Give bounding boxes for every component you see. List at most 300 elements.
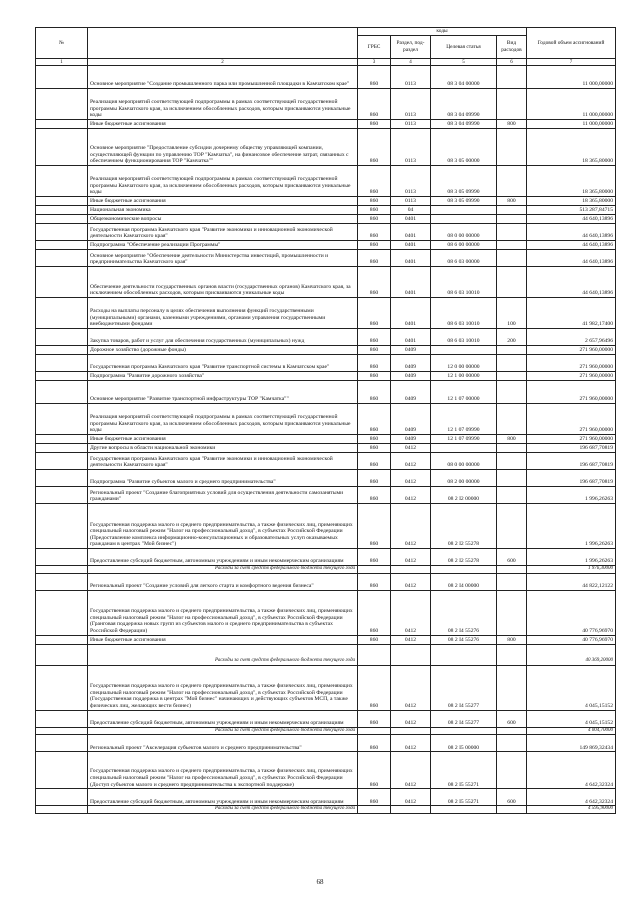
table-row xyxy=(36,66,616,89)
cell-num xyxy=(36,372,88,381)
cell-grbs: 860 xyxy=(358,355,391,372)
header-target: Целевая статья xyxy=(431,36,497,59)
cell-num xyxy=(36,129,88,166)
cell-grbs: 860 xyxy=(358,250,391,267)
cell-exp-type xyxy=(497,355,527,372)
cell-grbs: 860 xyxy=(358,197,391,206)
cell-target: 08 3 05 00000 xyxy=(431,129,497,166)
table-row xyxy=(36,487,616,504)
cell-amount: 271 960,00000 xyxy=(527,372,616,381)
cell-target: 08 2 I2 00000 xyxy=(431,487,497,504)
cell-exp-type xyxy=(497,66,527,89)
col-number: 5 xyxy=(431,59,497,66)
cell-exp-type: 600 xyxy=(497,549,527,566)
cell-amount: 271 960,00000 xyxy=(527,404,616,435)
table-row xyxy=(36,453,616,470)
cell-num xyxy=(36,487,88,504)
cell-amount: 271 960,00000 xyxy=(527,346,616,355)
cell-amount: 44 640,13896 xyxy=(527,215,616,224)
cell-target: 08 2 I2 55278 xyxy=(431,504,497,549)
cell-exp-type xyxy=(497,590,527,635)
cell-num xyxy=(36,329,88,346)
cell-num xyxy=(36,573,88,590)
cell-exp-type xyxy=(497,241,527,250)
cell-grbs: 860 xyxy=(358,752,391,789)
cell-name: Реализация мероприятий соответствующей подпрограммы в рамках соответствующей государственной программы Камчатского края, за исключением обособленных расходов, которым присваиваются уникальные коды xyxy=(88,166,358,197)
cell-num xyxy=(36,789,88,806)
cell-num xyxy=(36,735,88,752)
cell-section: 0401 xyxy=(391,224,431,241)
cell-name: Региональный проект "Акселерация субъектов малого и среднего предпринимательства" xyxy=(88,735,358,752)
cell-section: 0113 xyxy=(391,197,431,206)
cell-target: 08 2 I4 00000 xyxy=(431,573,497,590)
cell-target: 08 3 05 09990 xyxy=(431,166,497,197)
cell-name: Основное мероприятие "Обеспечение деятельности Министерства инвестиций, промышленности и предпринимательства Камчатского края" xyxy=(88,250,358,267)
cell-amount: 196 687,70819 xyxy=(527,470,616,487)
cell-grbs: 860 xyxy=(358,381,391,404)
cell-num xyxy=(36,89,88,120)
cell-exp-type xyxy=(497,372,527,381)
cell-amount: 4 642,32324 xyxy=(527,789,616,806)
cell-name: Региональный проект "Создание условий для легкого старта и комфортного ведения бизнеса" xyxy=(88,573,358,590)
cell-grbs xyxy=(358,727,391,735)
cell-name: Расходы за счет средств федерального бюджета текущего года xyxy=(88,566,358,574)
cell-section: 0409 xyxy=(391,404,431,435)
cell-section: 0412 xyxy=(391,444,431,453)
cell-name: Подпрограмма "Развитие субъектов малого и среднего предпринимательства" xyxy=(88,470,358,487)
table-row xyxy=(36,789,616,806)
cell-target: 08 2 I2 55278 xyxy=(431,549,497,566)
cell-target: 12 1 07 09990 xyxy=(431,404,497,435)
cell-amount: 11 000,00000 xyxy=(527,89,616,120)
cell-target: 08 2 I4 55277 xyxy=(431,710,497,727)
cell-exp-type: 100 xyxy=(497,298,527,329)
cell-grbs: 860 xyxy=(358,404,391,435)
cell-exp-type xyxy=(497,250,527,267)
header-exp-type: Вид расходов xyxy=(497,36,527,59)
cell-amount: 18 365,80000 xyxy=(527,129,616,166)
table-row xyxy=(36,298,616,329)
cell-num xyxy=(36,215,88,224)
cell-section xyxy=(391,806,431,814)
cell-exp-type xyxy=(497,166,527,197)
cell-amount: 44 640,13896 xyxy=(527,241,616,250)
cell-name: Государственная поддержка малого и среднего предпринимательства, а также физических лиц, применяющих специальный налоговый режим "Налог на профессиональный доход", в субъектах Российской Федерации (Гранговая поддержка новых групп из субъектов малого и среднего предпринимательства в субъектах Российской Федерации) xyxy=(88,590,358,635)
cell-grbs: 860 xyxy=(358,241,391,250)
table-row xyxy=(36,120,616,129)
cell-name: Закупка товаров, работ и услуг для обеспечения государственных (муниципальных) нужд xyxy=(88,329,358,346)
cell-section: 0409 xyxy=(391,372,431,381)
cell-section: 0401 xyxy=(391,267,431,298)
cell-section xyxy=(391,644,431,665)
cell-grbs: 860 xyxy=(358,487,391,504)
cell-exp-type xyxy=(497,470,527,487)
cell-section: 0401 xyxy=(391,241,431,250)
cell-grbs: 860 xyxy=(358,789,391,806)
cell-num xyxy=(36,644,88,665)
cell-section: 0113 xyxy=(391,89,431,120)
cell-name: Другие вопросы в области национальной экономики xyxy=(88,444,358,453)
cell-grbs: 860 xyxy=(358,665,391,710)
table-row xyxy=(36,665,616,710)
cell-num xyxy=(36,453,88,470)
cell-section: 0412 xyxy=(391,453,431,470)
cell-amount: 18 365,80000 xyxy=(527,166,616,197)
cell-target xyxy=(431,727,497,735)
cell-grbs: 860 xyxy=(358,710,391,727)
cell-target: 08 0 00 00000 xyxy=(431,453,497,470)
note-row xyxy=(36,566,616,574)
cell-section: 0401 xyxy=(391,298,431,329)
cell-target: 08 2 I5 55271 xyxy=(431,789,497,806)
cell-grbs: 860 xyxy=(358,635,391,644)
cell-name: Расходы за счет средств федерального бюджета текущего года xyxy=(88,727,358,735)
cell-exp-type: 800 xyxy=(497,120,527,129)
cell-name: Предоставление субсидий бюджетным, автономным учреждениям и иным некоммерческим организациям xyxy=(88,549,358,566)
cell-amount: 271 960,00000 xyxy=(527,435,616,444)
cell-target: 08 3 04 09990 xyxy=(431,120,497,129)
cell-section: 0113 xyxy=(391,166,431,197)
note-row xyxy=(36,727,616,735)
cell-num xyxy=(36,470,88,487)
cell-name: Региональный проект "Создание благоприятных условий для осуществления деятельности самозанятыми гражданами" xyxy=(88,487,358,504)
cell-name: Расходы на выплаты персоналу в целях обеспечения выполнения функций государственными (муниципальными) органами, казенными учреждениями, органами управления государственными внебюджетными фондами xyxy=(88,298,358,329)
cell-amount: 11 000,00000 xyxy=(527,120,616,129)
cell-num xyxy=(36,635,88,644)
table-row xyxy=(36,504,616,549)
cell-name: Основное мероприятие "Предоставление субсидии дочернему обществу управляющей компании, осуществляющей функции по управлению ТОР "Камчатка", на финансовое обеспечение затрат, связанных с обеспечением функционирования ТОР "Камчатка"" xyxy=(88,129,358,166)
cell-exp-type: 800 xyxy=(497,635,527,644)
cell-num xyxy=(36,504,88,549)
cell-section: 0401 xyxy=(391,215,431,224)
cell-grbs: 860 xyxy=(358,444,391,453)
cell-target: 08 3 05 09990 xyxy=(431,197,497,206)
cell-num xyxy=(36,590,88,635)
cell-section: 0412 xyxy=(391,590,431,635)
table-row xyxy=(36,381,616,404)
cell-section: 0412 xyxy=(391,710,431,727)
cell-target: 08 0 00 00000 xyxy=(431,224,497,241)
table-row xyxy=(36,404,616,435)
cell-target xyxy=(431,206,497,215)
col-number: 2 xyxy=(88,59,358,66)
cell-grbs: 860 xyxy=(358,590,391,635)
cell-exp-type: 200 xyxy=(497,329,527,346)
cell-name: Национальная экономика xyxy=(88,206,358,215)
cell-amount: 41 982,17400 xyxy=(527,298,616,329)
cell-amount: 44 640,13896 xyxy=(527,250,616,267)
cell-num xyxy=(36,806,88,814)
cell-amount: 196 687,70819 xyxy=(527,453,616,470)
cell-exp-type xyxy=(497,267,527,298)
table-row xyxy=(36,89,616,120)
cell-num xyxy=(36,444,88,453)
cell-section: 0113 xyxy=(391,129,431,166)
cell-amount: 18 365,80000 xyxy=(527,197,616,206)
cell-section: 0409 xyxy=(391,355,431,372)
table-row xyxy=(36,215,616,224)
cell-exp-type xyxy=(497,404,527,435)
cell-exp-type xyxy=(497,566,527,574)
table-row xyxy=(36,710,616,727)
col-number: 3 xyxy=(358,59,391,66)
header-annual: Годовой объем ассигнований xyxy=(527,28,616,59)
cell-exp-type xyxy=(497,644,527,665)
cell-num xyxy=(36,665,88,710)
cell-target: 12 1 07 09990 xyxy=(431,435,497,444)
cell-grbs: 860 xyxy=(358,120,391,129)
cell-target: 08 3 04 00000 xyxy=(431,66,497,89)
cell-section: 0409 xyxy=(391,346,431,355)
cell-amount: 40 776,96970 xyxy=(527,635,616,644)
cell-target xyxy=(431,215,497,224)
cell-amount: 196 687,70819 xyxy=(527,444,616,453)
cell-amount: 4 004,70000 xyxy=(527,727,616,735)
cell-exp-type xyxy=(497,215,527,224)
cell-exp-type xyxy=(497,89,527,120)
note-row xyxy=(36,806,616,814)
cell-grbs: 860 xyxy=(358,573,391,590)
cell-num xyxy=(36,250,88,267)
cell-name: Предоставление субсидий бюджетным, автономным учреждениям и иным некоммерческим организациям xyxy=(88,710,358,727)
cell-amount: 44 822,12122 xyxy=(527,573,616,590)
cell-target: 08 6 03 00000 xyxy=(431,250,497,267)
cell-exp-type: 800 xyxy=(497,197,527,206)
table-row xyxy=(36,267,616,298)
cell-section: 0409 xyxy=(391,435,431,444)
cell-exp-type: 600 xyxy=(497,789,527,806)
cell-target: 12 0 00 00000 xyxy=(431,355,497,372)
table-row xyxy=(36,355,616,372)
col-number: 4 xyxy=(391,59,431,66)
cell-section: 0401 xyxy=(391,329,431,346)
cell-num xyxy=(36,224,88,241)
cell-amount: 4 642,32324 xyxy=(527,752,616,789)
cell-target: 08 2 I4 55277 xyxy=(431,665,497,710)
cell-amount: 40 776,96970 xyxy=(527,590,616,635)
cell-exp-type xyxy=(497,487,527,504)
cell-target: 08 3 04 09990 xyxy=(431,89,497,120)
cell-exp-type xyxy=(497,573,527,590)
cell-num xyxy=(36,727,88,735)
cell-section: 0409 xyxy=(391,381,431,404)
cell-name: Государственная программа Камчатского края "Развитие экономики и инновационной экономической деятельности Камчатского края" xyxy=(88,453,358,470)
cell-num xyxy=(36,267,88,298)
cell-grbs: 860 xyxy=(358,267,391,298)
cell-section xyxy=(391,727,431,735)
cell-grbs: 860 xyxy=(358,298,391,329)
cell-name: Расходы за счет средств федерального бюджета текущего года xyxy=(88,644,358,665)
cell-name: Государственная поддержка малого и среднего предпринимательства, а также физических лиц, применяющих специальный налоговый режим "Налог на профессиональный доход", в субъектах Российской Федерации (Предоставление комплекса информационно-консультационных и образовательных услуп оказываемых гражданам в центрах "Мой бизнес") xyxy=(88,504,358,549)
table-row xyxy=(36,197,616,206)
cell-exp-type xyxy=(497,381,527,404)
table-row xyxy=(36,329,616,346)
cell-name: Подпрограмма "Развитие дорожного хозяйства" xyxy=(88,372,358,381)
cell-exp-type xyxy=(497,727,527,735)
cell-num xyxy=(36,346,88,355)
cell-section: 0412 xyxy=(391,789,431,806)
table-row xyxy=(36,635,616,644)
cell-grbs: 860 xyxy=(358,735,391,752)
cell-name: Подпрограмма "Обеспечение реализации Программы" xyxy=(88,241,358,250)
col-number: 6 xyxy=(497,59,527,66)
cell-section: 0412 xyxy=(391,665,431,710)
cell-name: Реализация мероприятий соответствующей подпрограммы в рамках соответствующей государственной программы Камчатского края, за исключением обособленных расходов, которым присваиваются уникальные коды xyxy=(88,89,358,120)
cell-name: Дорожное хозяйство (дорожные фонды) xyxy=(88,346,358,355)
table-row xyxy=(36,590,616,635)
cell-name: Предоставление субсидий бюджетным, автономным учреждениям и иным некоммерческим организациям xyxy=(88,789,358,806)
cell-exp-type xyxy=(497,665,527,710)
table-row xyxy=(36,372,616,381)
cell-target: 12 1 07 00000 xyxy=(431,381,497,404)
cell-section: 0412 xyxy=(391,735,431,752)
cell-section: 0412 xyxy=(391,549,431,566)
cell-grbs: 860 xyxy=(358,435,391,444)
cell-num xyxy=(36,381,88,404)
cell-amount: 44 640,13896 xyxy=(527,224,616,241)
cell-name: Общеэкономические вопросы xyxy=(88,215,358,224)
cell-num xyxy=(36,298,88,329)
table-row xyxy=(36,129,616,166)
cell-exp-type xyxy=(497,444,527,453)
cell-section: 04 xyxy=(391,206,431,215)
table-row xyxy=(36,206,616,215)
cell-exp-type xyxy=(497,129,527,166)
header-grbs: ГРБС xyxy=(358,36,391,59)
cell-target: 08 6 03 10010 xyxy=(431,329,497,346)
cell-grbs: 860 xyxy=(358,504,391,549)
cell-amount: 4 045,15152 xyxy=(527,710,616,727)
cell-num xyxy=(36,566,88,574)
cell-exp-type xyxy=(497,752,527,789)
table-row xyxy=(36,470,616,487)
cell-grbs: 860 xyxy=(358,470,391,487)
cell-name: Иные бюджетные ассигнования xyxy=(88,197,358,206)
table-row xyxy=(36,573,616,590)
cell-name: Государственная программа Камчатского края "Развитие транспортной системы в Камчатском крае" xyxy=(88,355,358,372)
cell-name: Государственная поддержка малого и среднего предпринимательства, а также физических лиц, применяющих специальный налоговый режим "Налог на профессиональный доход", в субъектах Российской Федерации (Доступ субъектов малого и среднего предпринимательства к экспортной поддержке) xyxy=(88,752,358,789)
cell-num xyxy=(36,549,88,566)
note-row xyxy=(36,644,616,665)
cell-num xyxy=(36,355,88,372)
cell-grbs: 860 xyxy=(358,206,391,215)
table-row xyxy=(36,435,616,444)
table-row xyxy=(36,346,616,355)
cell-grbs xyxy=(358,644,391,665)
cell-exp-type xyxy=(497,346,527,355)
cell-grbs: 860 xyxy=(358,166,391,197)
cell-grbs: 860 xyxy=(358,66,391,89)
cell-name: Расходы за счет средств федерального бюджета текущего года xyxy=(88,806,358,814)
cell-grbs xyxy=(358,566,391,574)
cell-grbs: 860 xyxy=(358,224,391,241)
cell-exp-type xyxy=(497,206,527,215)
col-number: 1 xyxy=(36,59,88,66)
cell-grbs: 860 xyxy=(358,329,391,346)
cell-target xyxy=(431,566,497,574)
table-body xyxy=(36,66,616,814)
cell-exp-type: 800 xyxy=(497,435,527,444)
page-number: 68 xyxy=(316,878,324,886)
cell-name: Иные бюджетные ассигнования xyxy=(88,120,358,129)
header-name xyxy=(88,28,358,59)
cell-grbs: 860 xyxy=(358,89,391,120)
cell-grbs: 860 xyxy=(358,346,391,355)
cell-section: 0113 xyxy=(391,120,431,129)
cell-amount: 1 996,26263 xyxy=(527,549,616,566)
table-row xyxy=(36,752,616,789)
cell-num xyxy=(36,435,88,444)
cell-amount: 271 960,00000 xyxy=(527,355,616,372)
cell-target: 08 2 I4 55276 xyxy=(431,590,497,635)
cell-amount: 513 287,84715 xyxy=(527,206,616,215)
cell-name: Обеспечение деятельности государственных органов власти (государственных органов) Камчатского края, за исключением обособленных расходов, которым присваиваются уникальные коды xyxy=(88,267,358,298)
cell-section xyxy=(391,566,431,574)
table-row xyxy=(36,241,616,250)
cell-section: 0401 xyxy=(391,250,431,267)
header-codes: коды xyxy=(358,28,527,36)
cell-target xyxy=(431,444,497,453)
cell-amount: 40 369,20000 xyxy=(527,644,616,665)
cell-amount: 44 640,13896 xyxy=(527,267,616,298)
cell-num xyxy=(36,710,88,727)
col-number: 7 xyxy=(527,59,616,66)
cell-name: Иные бюджетные ассигнования xyxy=(88,635,358,644)
cell-amount: 4 045,15152 xyxy=(527,665,616,710)
cell-exp-type xyxy=(497,735,527,752)
cell-amount: 271 960,00000 xyxy=(527,381,616,404)
cell-target: 08 6 03 10010 xyxy=(431,267,497,298)
cell-amount: 1 996,26263 xyxy=(527,504,616,549)
cell-grbs: 860 xyxy=(358,129,391,166)
cell-target: 12 1 00 00000 xyxy=(431,372,497,381)
cell-name: Основное мероприятие "Развитие транспортной инфраструктуры ТОР "Камчатка"" xyxy=(88,381,358,404)
cell-section: 0113 xyxy=(391,66,431,89)
cell-amount: 2 657,96496 xyxy=(527,329,616,346)
cell-target: 08 2 I4 55276 xyxy=(431,635,497,644)
header-num: № xyxy=(36,28,88,59)
cell-num xyxy=(36,197,88,206)
cell-num xyxy=(36,120,88,129)
cell-exp-type xyxy=(497,806,527,814)
cell-target: 08 6 03 10010 xyxy=(431,298,497,329)
cell-num xyxy=(36,166,88,197)
cell-target xyxy=(431,644,497,665)
budget-table xyxy=(35,27,616,814)
cell-target: 08 6 00 00000 xyxy=(431,241,497,250)
cell-exp-type xyxy=(497,453,527,470)
cell-target xyxy=(431,346,497,355)
cell-amount: 1 996,26263 xyxy=(527,487,616,504)
cell-num xyxy=(36,206,88,215)
cell-target: 08 2 I5 55271 xyxy=(431,752,497,789)
cell-num xyxy=(36,752,88,789)
cell-grbs: 860 xyxy=(358,549,391,566)
cell-num xyxy=(36,66,88,89)
table-row xyxy=(36,166,616,197)
cell-section: 0412 xyxy=(391,487,431,504)
cell-section: 0412 xyxy=(391,752,431,789)
cell-target: 08 2 I5 00000 xyxy=(431,735,497,752)
cell-amount: 149 869,32434 xyxy=(527,735,616,752)
cell-grbs: 860 xyxy=(358,372,391,381)
header-section: Раздел, под-раздел xyxy=(391,36,431,59)
table-row xyxy=(36,549,616,566)
cell-section: 0412 xyxy=(391,504,431,549)
cell-amount: 4 595,90000 xyxy=(527,806,616,814)
cell-section: 0412 xyxy=(391,573,431,590)
cell-grbs: 860 xyxy=(358,453,391,470)
